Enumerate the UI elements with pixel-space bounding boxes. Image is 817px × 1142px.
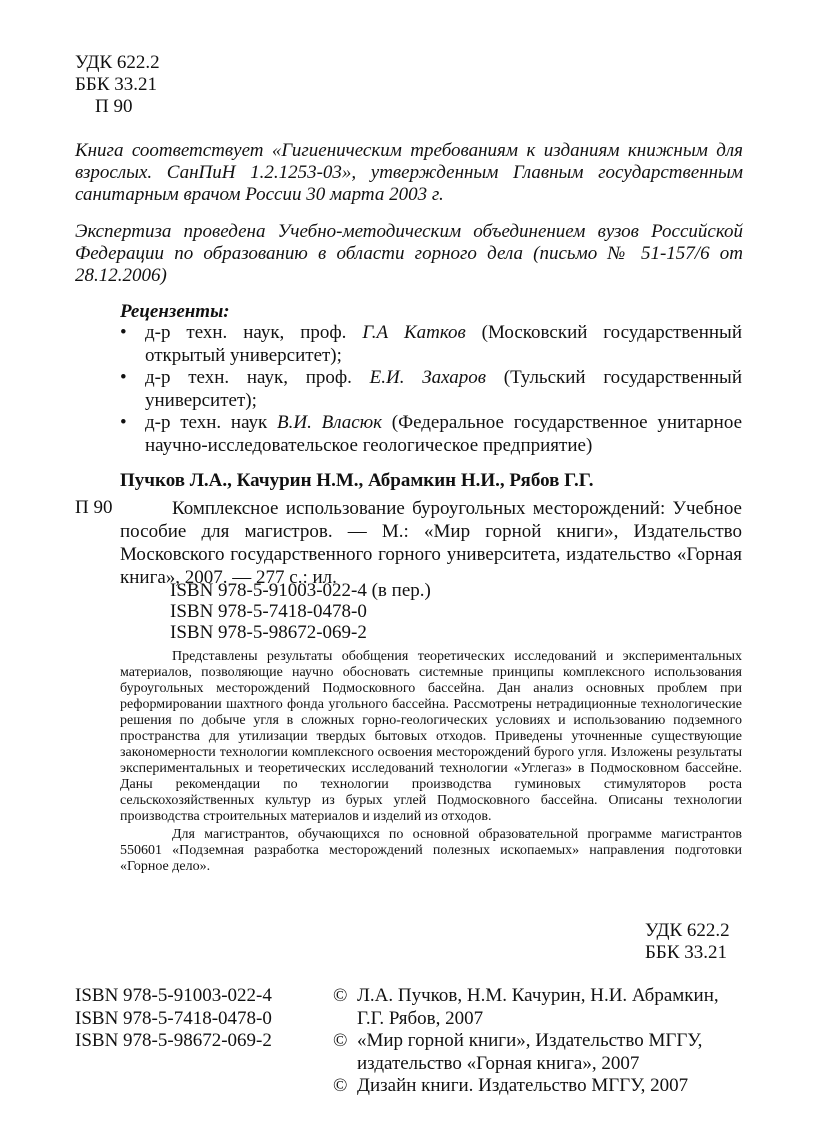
copyright-line: © Дизайн книги. Издательство МГГУ, 2007 xyxy=(333,1075,689,1096)
reviewers-list xyxy=(120,322,742,457)
isbn-entry: ISBN 978-5-98672-069-2 xyxy=(75,1030,272,1051)
reviewer-item: • д-р техн. наук, проф. Е.И. Захаров (Тульский государственный университет); xyxy=(120,367,742,411)
top-classification xyxy=(75,52,160,118)
abstract xyxy=(120,649,742,875)
copyright-line: © «Мир горной книги», Издательство МГГУ, издательство «Горная книга», 2007 xyxy=(333,1030,703,1074)
bullet-icon: • xyxy=(120,412,127,433)
udk-code: УДК 622.2 xyxy=(645,920,730,941)
bbk-code: ББК 33.21 xyxy=(75,74,157,95)
description-text: Комплексное использование буроугольных месторождений: Учебное пособие для магистров. — М.: «Мир горной книги», Издательство Московского государственного горного университета, издательство «Горная книга», 2007. — 277 с.: ил. xyxy=(120,498,742,588)
author-code: П 90 xyxy=(95,96,133,117)
copyright-line: © Л.А. Пучков, Н.М. Качурин, Н.И. Абрамкин, Г.Г. Рябов, 2007 xyxy=(333,985,719,1029)
reviewer-name: Г.А Катков xyxy=(362,322,466,343)
isbn-entry: ISBN 978-5-91003-022-4 (в пер.) xyxy=(170,580,431,601)
isbn-entry: ISBN 978-5-7418-0478-0 xyxy=(170,601,367,622)
udk-code: УДК 622.2 xyxy=(75,52,160,73)
reviewer-item: • д-р техн. наук, проф. Г.А Катков (Московский государственный открытый университет); xyxy=(120,322,742,366)
isbn-entry: ISBN 978-5-7418-0478-0 xyxy=(75,1007,272,1029)
reviewer-item: • д-р техн. наук В.И. Власюк (Федеральное государственное унитарное научно-исследовательское геологическое предприятие) xyxy=(120,412,743,456)
bottom-isbn-list xyxy=(75,985,272,1053)
bullet-icon: • xyxy=(120,367,127,388)
bottom-classification xyxy=(645,920,730,964)
expertise-notice: Экспертиза проведена Учебно-методическим объединением вузов Российской Федерации по образованию в области горного дела (письмо № 51-157/6 от 28.12.2006) xyxy=(75,221,743,286)
bbk-code: ББК 33.21 xyxy=(645,942,727,963)
reviewers-title: Рецензенты: xyxy=(120,301,230,322)
abstract-paragraph: Представлены результаты обобщения теоретических исследований и экспериментальных материалов, позволяющие научно обосновать системные принципы комплексного использования буроугольных месторождений Подмосковного бассейна. Дан анализ основных проблем при реформировании шахтного фонда угольного бассейна. Рассмотрены нетрадиционные технологические решения по добыче угля в сложных горно-геологических условиях и использованию подземного пространства для утилизации твердых бытовых отходов. Приведены уточненные существующие закономерности технологии комплексного освоения месторождений бурого угля. Изложены результаты экспериментальных и теоретических исследований технологии «Углегаз» в Подмосковном бассейне. Даны рекомендации по технологии производства гуминовых стимуляторов роста сельскохозяйственных культур из бурых углей Подмосковного бассейна. Описаны технологии производства строительных материалов и изделий из отходов. xyxy=(120,649,742,824)
reviewer-name: В.И. Власюк xyxy=(277,412,382,433)
bibliographic-description xyxy=(120,497,742,589)
copyright-icon: © xyxy=(333,1075,348,1096)
bullet-icon: • xyxy=(120,322,127,343)
isbn-list xyxy=(170,580,431,643)
hygiene-notice: Книга соответствует «Гигиеническим требованиям к изданиям книжным для взрослых. СанПиН 1.2.1253-03», утвержденным Главным государственным санитарным врачом России 30 марта 2003 г. xyxy=(75,140,743,205)
abstract-paragraph: Для магистрантов, обучающихся по основной образовательной программе магистрантов 550601 «Подземная разработка месторождений полезных ископаемых» направления подготовки «Горное дело». xyxy=(120,827,742,874)
reviewer-name: Е.И. Захаров xyxy=(369,367,487,388)
copyright-block xyxy=(333,985,743,1098)
isbn-entry: ISBN 978-5-91003-022-4 xyxy=(75,985,272,1006)
authors-line: Пучков Л.А., Качурин Н.М., Абрамкин Н.И., Рябов Г.Г. xyxy=(120,470,594,491)
book-code: П 90 xyxy=(75,497,113,518)
isbn-entry: ISBN 978-5-98672-069-2 xyxy=(170,622,367,643)
copyright-icon: © xyxy=(333,985,348,1006)
copyright-icon: © xyxy=(333,1030,348,1051)
